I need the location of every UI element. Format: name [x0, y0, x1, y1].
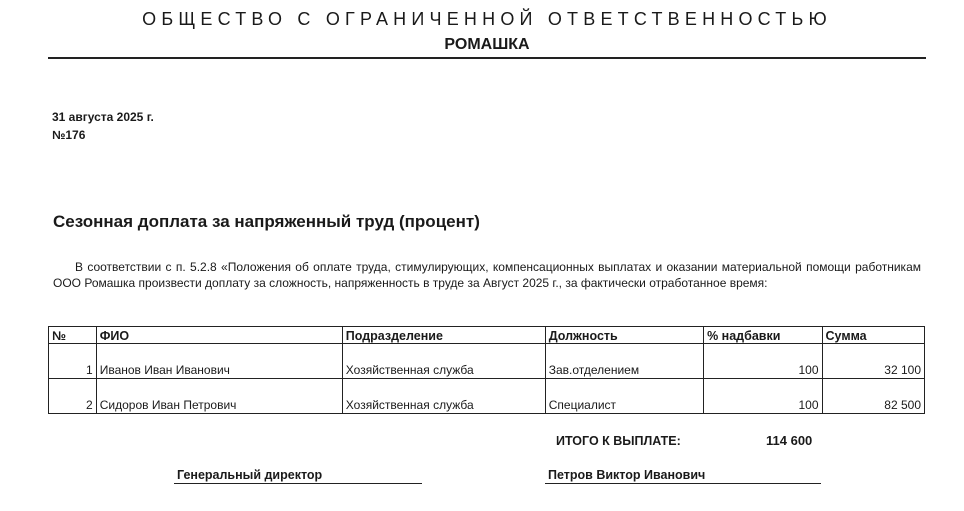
signatory-role: Генеральный директор: [174, 468, 422, 484]
header-position: Должность: [545, 327, 703, 344]
cell-fio: Сидоров Иван Петрович: [96, 379, 342, 414]
document-title: Сезонная доплата за напряженный труд (процент): [53, 212, 480, 231]
document-body-text: В соответствии с п. 5.2.8 «Положения об оплате труда, стимулирующих, компенсационных выплатах и оказании материальной помощи работникам ООО Ромашка произвести доплату за сложность, напряженность в труде за Август 2025 г., за фактически отработанное время:: [53, 260, 921, 290]
total-label: ИТОГО К ВЫПЛАТЕ:: [556, 434, 681, 448]
total-value: 114 600: [766, 433, 813, 448]
cell-amount: 82 500: [822, 379, 924, 414]
cell-department: Хозяйственная служба: [342, 344, 545, 379]
table-row: [49, 344, 925, 379]
header-department: Подразделение: [342, 327, 545, 344]
cell-fio: Иванов Иван Иванович: [96, 344, 342, 379]
cell-percent: 100: [704, 379, 822, 414]
cell-position: Зав.отделением: [545, 344, 703, 379]
cell-percent: 100: [704, 344, 822, 379]
table-row: [49, 379, 925, 414]
organization-type: ОБЩЕСТВО С ОГРАНИЧЕННОЙ ОТВЕТСТВЕННОСТЬЮ: [142, 9, 832, 29]
company-name: РОМАШКА: [444, 36, 530, 53]
cell-position: Специалист: [545, 379, 703, 414]
header-percent: % надбавки: [704, 327, 822, 344]
document-date: 31 августа 2025 г.: [52, 110, 154, 124]
header-fio: ФИО: [96, 327, 342, 344]
table-header-row: [49, 327, 925, 344]
header-amount: Сумма: [822, 327, 924, 344]
header-no: №: [49, 327, 97, 344]
signatory-name: Петров Виктор Иванович: [545, 468, 821, 484]
header-divider: [48, 57, 926, 59]
cell-amount: 32 100: [822, 344, 924, 379]
payment-table: [48, 326, 925, 414]
cell-department: Хозяйственная служба: [342, 379, 545, 414]
cell-no: 2: [49, 379, 97, 414]
cell-no: 1: [49, 344, 97, 379]
document-number: №176: [52, 128, 86, 142]
